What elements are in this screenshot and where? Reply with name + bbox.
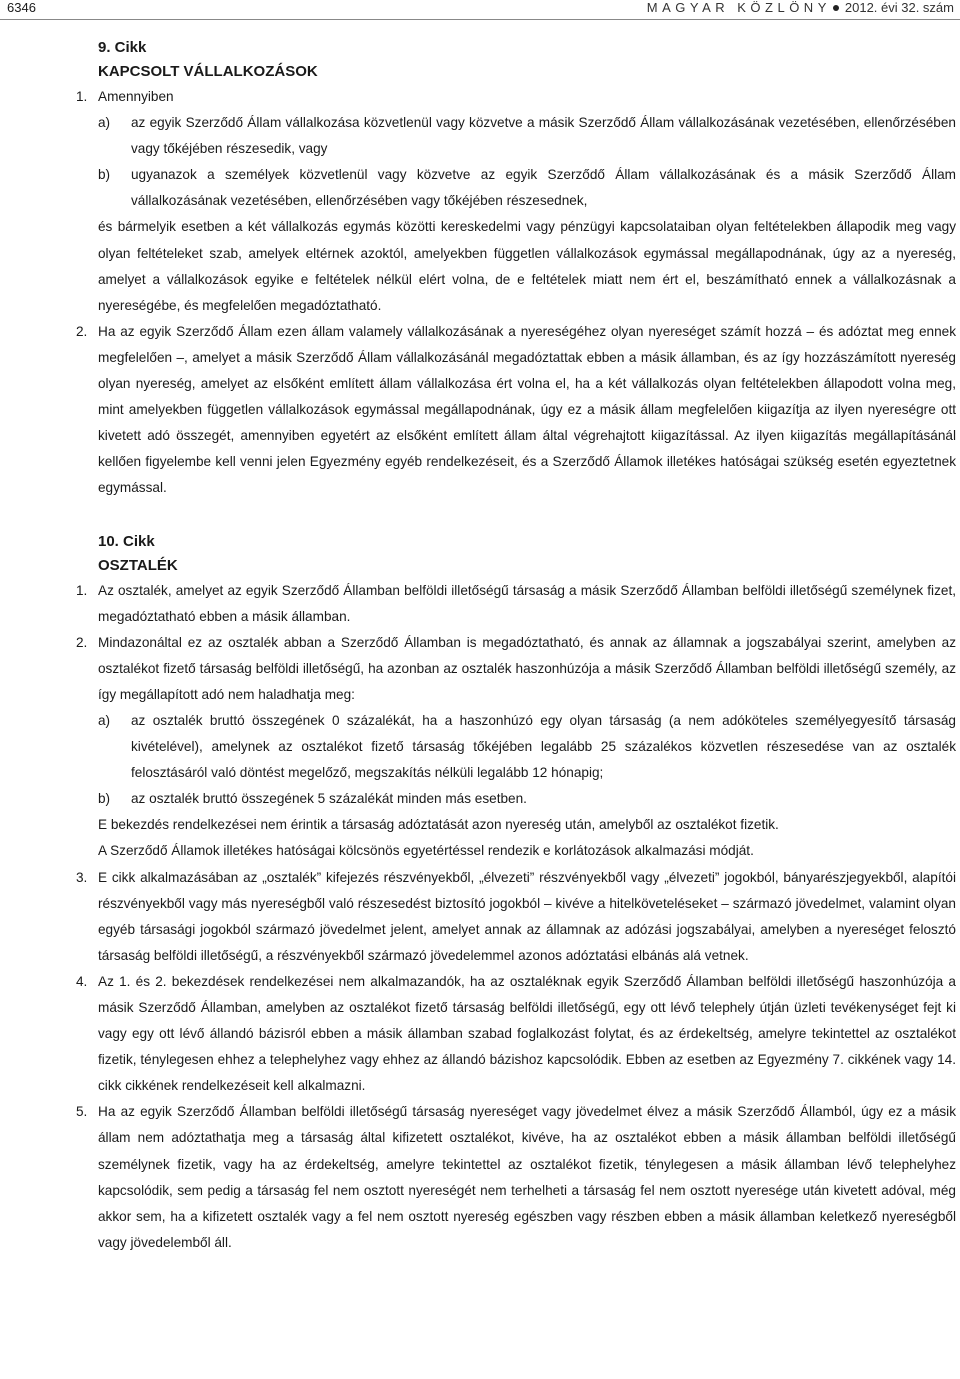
point-text: az osztalék bruttó összegének 0 százalékát, ha a haszonhúzó egy olyan társaság (a nem adóköteles személyegyesítő társaság kivételével), amelynek az osztalékot fizető társaság tőkéjében legalább 25 százalékos közvetlen részesedése van az osztalék felosztásáról való döntést megelőző, megszakítás nélküli legalább 12 hónapig; (131, 712, 956, 781)
document-body (0, 36, 960, 1256)
page-header (0, 0, 960, 20)
article-10-paragraph-5 (0, 1099, 960, 1256)
page-number: 6346 (7, 0, 36, 15)
paragraph-number: 4. (76, 973, 88, 989)
paragraph-number: 2. (76, 323, 88, 339)
article-spacer (0, 502, 960, 530)
paragraph-intro: Amennyiben (98, 89, 174, 104)
article-10-title: OSZTALÉK (98, 556, 178, 574)
point-letter: b) (98, 791, 111, 807)
article-10-paragraph-2-tail-1: E bekezdés rendelkezései nem érintik a társaság adóztatását azon nyereség után, amelyből az osztalékot fizetik. (98, 817, 779, 833)
journal-header (647, 0, 954, 16)
article-9-paragraph-1 (0, 84, 960, 110)
paragraph-number: 5. (76, 1104, 88, 1120)
point-text: ugyanazok a személyek közvetlenül vagy közvetve az egyik Szerződő Állam vállalkozásának és a másik Szerződő Állam vállalkozásának vezetésében, ellenőrzésében vagy tőkéjében részesednek, (131, 167, 956, 209)
article-9-paragraph-1-tail: és bármelyik esetben a két vállalkozás egymás közötti kereskedelmi vagy pénzügyi kapcsolataiban olyan feltételekben állapodik meg vagy olyan feltételeket szab, amelyek eltérnek azoktól, amelyekben független vállalkozások egymással megállapodnának, úgy az a nyereség, amelyet a vállalkozások egyike e feltételek nélkül elért volna, de e feltételek miatt nem ért el, beszámítható ennek a vállalkozásnak a nyereségébe, és megfelelően megadóztatható. (98, 219, 956, 313)
point-letter: a) (98, 115, 111, 131)
journal-title: MAGYAR KÖZLÖNY (646, 0, 831, 15)
header-rule (0, 19, 960, 20)
paragraph-text: Az 1. és 2. bekezdések rendelkezései nem alkalmazandók, ha az osztaléknak egyik Szerződő Államban belföldi illetőségű haszonhúzója a másik Szerződő Államban, amelyben az osztalékot fizető társaság belföldi illetőségű, egy ott lévő telephely útján üzleti tevékenységet fejt ki vagy egy ott lévő állandó bázisról ebben a másik államban szabad foglalkozást folytat, és az érdekeltség, amelyre tekintettel az osztalékot fizetik, ténylegesen ehhez a telephelyhez vagy ehhez az állandó bázishoz kapcsolódik. Ebben az esetben az Egyezmény 7. cikkének vagy 14. cikk cikkének rendelkezéseit kell alkalmazni. (98, 973, 956, 1094)
article-10-paragraph-2-tail-2: A Szerződő Államok illetékes hatóságai kölcsönös egyetértéssel rendezik e korlátozások alkalmazási módját. (98, 843, 754, 859)
paragraph-text: Ha az egyik Szerződő Államban belföldi illetőségű társaság nyereséget vagy jövedelmet élvez a másik Szerződő Államból, úgy ez a másik állam nem adóztathatja meg a társaság által kifizetett osztalékot, kivéve, ha az osztalékot ebben a másik államban belföldi illetőségű személynek fizetik, vagy ha az érdekeltség, amelyre tekintettel az osztalékot fizetik, ténylegesen a másik államban lévő telephelyhez kapcsolódik, sem pedig a társaság fel nem osztott nyereségét nem terhelheti a társaság fel nem osztott nyeresége után kivetett adóval, még akkor sem, ha a kifizetett osztalék vagy a fel nem osztott nyereség egészben vagy részben ebben a másik államban keletkező nyereségből vagy jövedelemből áll. (98, 1104, 956, 1250)
point-letter: b) (98, 167, 111, 183)
article-9-paragraph-2 (0, 319, 960, 502)
article-10-point-a (0, 708, 960, 786)
article-10-number: 10. Cikk (98, 532, 155, 550)
paragraph-text: Ha az egyik Szerződő Állam ezen állam valamely vállalkozásának a nyereségéhez olyan nyereséget számít hozzá – és adóztat meg ennek megfelelően –, amelyet a másik Szerződő Állam vállalkozásánál megadóztattak ebben a másik államban, és az így hozzászámított nyereség olyan nyereség, amelyet az elsőként említett állam vállalkozása ért volna el, ha a két vállalkozás olyan feltételekben állapodott volna meg, mint amelyekben független vállalkozások egymással megállapodnának, úgy ez a másik állam megfelelően kiigazítja az ilyen nyereségre ott kivetett adó összegét, amennyiben egyetért az elsőként említett állam által végrehajtott kiigazítással. Az ilyen kiigazítás megállapításánál kellően figyelembe kell venni jelen Egyezmény egyéb rendelkezéseit, és a Szerződő Államok illetékes hatóságai szükség esetén egyeztetnek egymással. (98, 323, 956, 496)
article-9-number: 9. Cikk (98, 39, 147, 56)
issue-label: 2012. évi 32. szám (844, 0, 954, 15)
paragraph-number: 1. (76, 89, 88, 104)
paragraph-text: Mindazonáltal ez az osztalék abban a Szerződő Államban is megadóztatható, és annak az államnak a jogszabályai szerint, amelyben az osztalékot fizető társaság belföldi illetőségű, ha azonban az osztalék haszonhúzója a másik Szerződő Államban belföldi illetőségű személy, az így megállapított adó nem haladhatja meg: (98, 634, 956, 702)
paragraph-text: Az osztalék, amelyet az egyik Szerződő Államban belföldi illetőségű társaság a másik Szerződő Államban belföldi illetőségű személynek fizet, megadóztatható ebben a másik államban. (98, 582, 956, 624)
point-text: az egyik Szerződő Állam vállalkozása közvetlenül vagy közvetve a másik Szerződő Állam vállalkozásának vezetésében, ellenőrzésében vagy tőkéjében részesedik, vagy (131, 115, 956, 157)
point-text: az osztalék bruttó összegének 5 százalékát minden más esetben. (131, 791, 527, 807)
paragraph-number: 2. (76, 634, 88, 650)
article-10-paragraph-1 (0, 578, 960, 630)
article-10-paragraph-4 (0, 969, 960, 1099)
paragraph-text: E cikk alkalmazásában az „osztalék” kifejezés részvényekből, „élvezeti” részvényekből vagy „élvezeti” jogokból, bányarészjegyekből, alapítói részvényekből vagy más nyereségből való részesedést biztosító jogokból – kivéve a hitelköveteléseket – származó jövedelmet, valamint olyan egyéb társasági jogokból származó jövedelmet jelent, amelyet annak az államnak az adózási jogszabályai, amelyben a nyereséget felosztó társaság belföldi illetőségű, a részvényekből származó jövedelemmel azonos adóztatási elbánás alá vetnek. (98, 869, 956, 963)
paragraph-number: 1. (76, 582, 88, 598)
article-10-paragraph-3 (0, 865, 960, 969)
article-9-point-b (0, 162, 960, 214)
article-9-title: KAPCSOLT VÁLLALKOZÁSOK (98, 63, 318, 80)
point-letter: a) (98, 712, 111, 728)
paragraph-number: 3. (76, 869, 88, 885)
article-10-paragraph-2 (0, 630, 960, 708)
article-10-point-b (0, 786, 960, 812)
article-9-point-a (0, 110, 960, 162)
bullet-icon (833, 5, 839, 11)
